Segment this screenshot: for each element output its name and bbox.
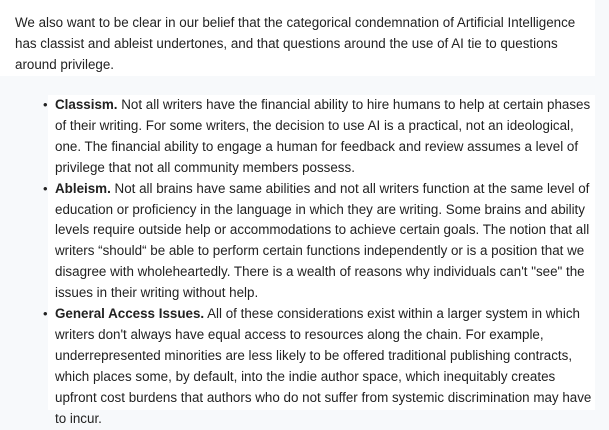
point-text: Not all brains have same abilities and not all writers function at the same level of education or proficiency in the language in which they are writing. Some brains and ability levels require outside help or accommodations to achieve certain goals. The notion that all writers “should“ be able to perform certain functions independently or is a position that we disagree with wholeheartedly. There is a wealth of reasons why individuals can't "see" the issues in their writing without help.	[55, 180, 590, 301]
list-item-classism	[41, 95, 596, 179]
bullet-icon: •	[43, 97, 48, 112]
list-item-general-access	[41, 304, 596, 429]
point-term: Classism.	[55, 97, 118, 112]
intro-section	[0, 0, 595, 76]
point-term: General Access Issues.	[55, 306, 205, 322]
intro-paragraph: We also want to be clear in our belief that the categorical condemnation of Artificial Intelligence has classist and ableist undertones, and that questions around the use of AI tie to questions around privilege.	[15, 15, 576, 72]
point-term: Ableism.	[55, 180, 111, 196]
point-text: All of these considerations exist within a larger system in which writers don't always have equal access to resources along the chain. For example, underrepresented minorities are less likely to be offered traditional publishing contracts, which places some, by default, into the indie author space, which inequitably creates upfront cost burdens that authors who do not suffer from systemic discrimination may have to incur.	[55, 306, 592, 426]
bullet-icon: •	[43, 306, 48, 322]
points-list	[41, 95, 596, 430]
point-text: Not all writers have the financial ability to hire humans to help at certain phases of their writing. For some writers, the decision to use AI is a practical, not an ideological, one. The financial ability to engage a human for feedback and review assumes a level of privilege that not all community members possess.	[55, 97, 591, 175]
bullet-icon: •	[43, 180, 48, 196]
list-item-ableism	[41, 179, 596, 304]
